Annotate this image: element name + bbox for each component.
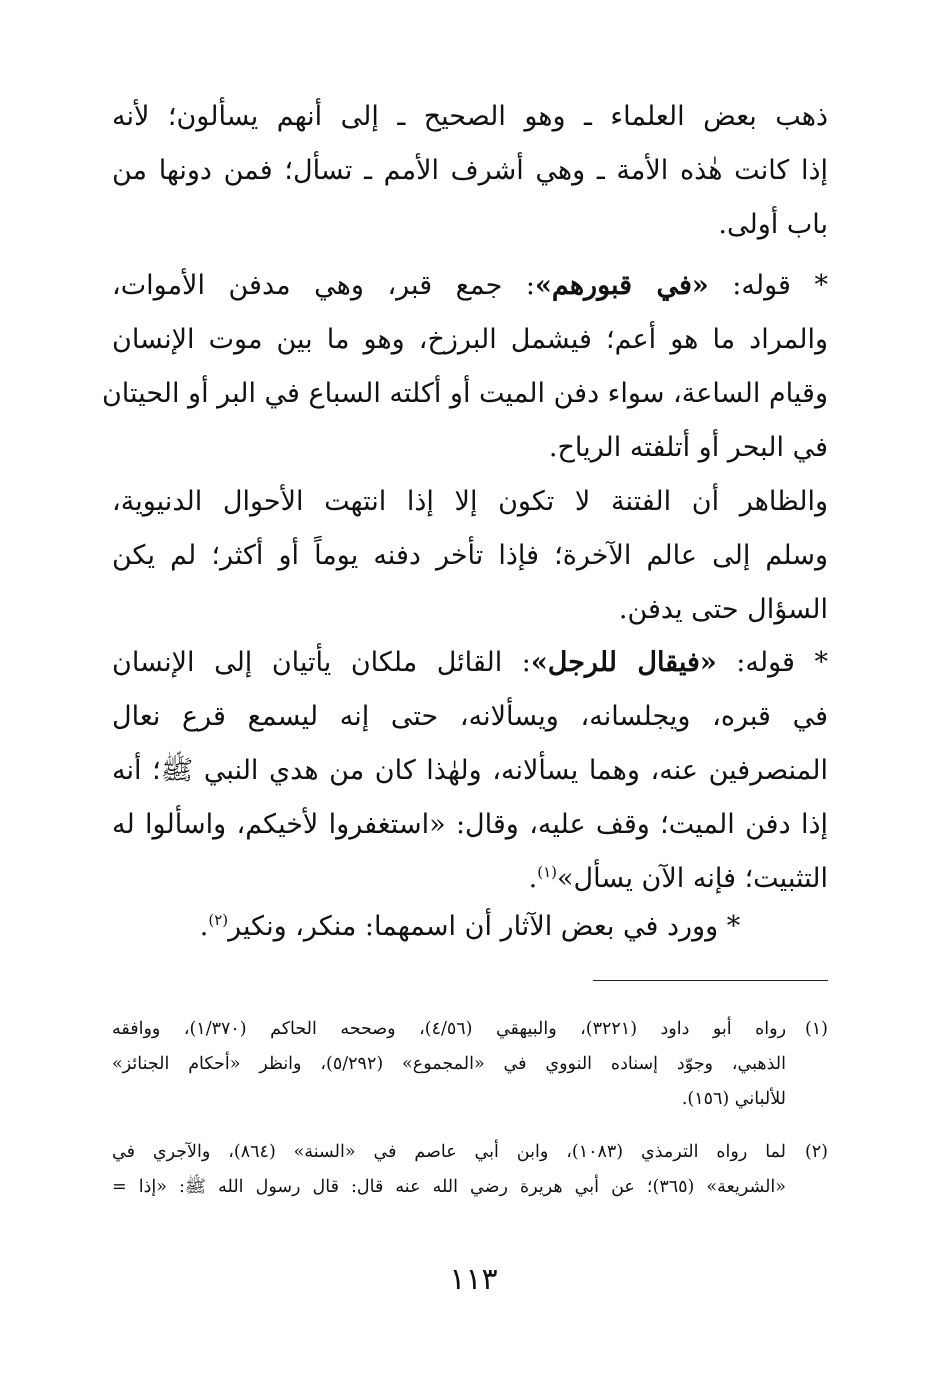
quoted-term: «في قبورهم» <box>534 270 709 301</box>
line-rest: : جمع قبر، وهي مدفن الأموات، <box>112 270 535 301</box>
text-line: والظاهر أن الفتنة لا تكون إلا إذا انتهت الأحوال الدنيوية، <box>112 486 828 517</box>
lead-word: قوله: <box>736 647 795 678</box>
paragraph-5 <box>112 900 828 954</box>
text-line: المنصرفين عنه، وهما يسألانه، ولهٰذا كان من هدي النبي ﷺ؛ أنه <box>112 755 828 786</box>
paragraph-4 <box>112 636 828 906</box>
footnote-number: (١) <box>804 1019 828 1039</box>
text-line: السؤال حتى يدفن. <box>618 594 828 625</box>
asterisk-bullet: * <box>814 270 828 301</box>
footnote-separator <box>593 980 828 981</box>
text-line: التثبيت؛ فإنه الآن يسأل»$^{(١)}$. <box>528 863 828 894</box>
line-rest: : القائل ملكان يأتيان إلى الإنسان <box>112 647 531 678</box>
asterisk-bullet: * <box>726 911 741 942</box>
footnote-line: الذهبي، وجوّد إسناده النووي في «المجموع» (٥/٢٩٢)، وانظر «أحكام الجنائز» <box>112 1054 786 1074</box>
text-line: وسلم إلى عالم الآخرة؛ فإذا تأخر دفنه يوماً أو أكثر؛ لم يكن <box>112 540 828 571</box>
text-line: إذا كانت هٰذه الأمة ـ وهي أشرف الأمم ـ تسأل؛ فمن دونها من <box>112 155 828 186</box>
footnote-line: رواه أبو داود (٣٢٢١)، والبيهقي (٤/٥٦)، وصححه الحاكم (١/٣٧٠)، ووافقه <box>112 1019 787 1039</box>
footnote-ref[interactable]: (١) <box>537 863 558 881</box>
page-number: ١١٣ <box>449 1262 498 1297</box>
text-line <box>112 636 828 690</box>
paragraph-3 <box>112 475 828 637</box>
text-line: وقيام الساعة، سواء دفن الميت أو أكلته السباع في البر أو الحيتان <box>101 378 828 409</box>
footnote-line: «الشريعة» (٣٦٥)؛ عن أبي هريرة رضي الله عنه قال: قال رسول الله ﷺ: «إذا = <box>112 1177 786 1197</box>
text-line: باب أولى. <box>718 209 828 240</box>
asterisk-bullet: * <box>814 647 828 678</box>
lead-word: قوله: <box>732 270 791 301</box>
footnote-number: (٢) <box>804 1142 828 1162</box>
footnote-line: للألباني (١٥٦). <box>681 1089 786 1109</box>
text-line: إذا دفن الميت؛ وقف عليه، وقال: «استغفروا لأخيكم، واسألوا له <box>112 809 828 840</box>
text-line: ذهب بعض العلماء ـ وهو الصحيح ـ إلى أنهم يسألون؛ لأنه <box>112 101 828 132</box>
footnote-line: لما رواه الترمذي (١٠٨٣)، وابن أبي عاصم في «السنة» (٨٦٤)، والآجري في <box>112 1142 786 1162</box>
paragraph-1 <box>112 90 828 252</box>
text-line: * وورد في بعض الآثار أن اسمهما: منكر، ونكير$^{(٢)}$. <box>199 911 741 942</box>
text-line: والمراد ما هو أعم؛ فيشمل البرزخ، وهو ما بين موت الإنسان <box>112 324 828 355</box>
text-line: في البحر أو أتلفته الرياح. <box>548 432 828 463</box>
quoted-term: «فيقال للرجل» <box>530 647 717 678</box>
paragraph-2 <box>101 259 828 475</box>
footnote-2 <box>112 1135 828 1205</box>
text-line: في قبره، ويجلسانه، ويسألانه، حتى إنه ليسمع قرع نعال <box>112 701 828 732</box>
footnote-ref[interactable]: (٢) <box>208 911 229 929</box>
footnote-1 <box>112 1012 828 1117</box>
text-line <box>112 259 828 313</box>
